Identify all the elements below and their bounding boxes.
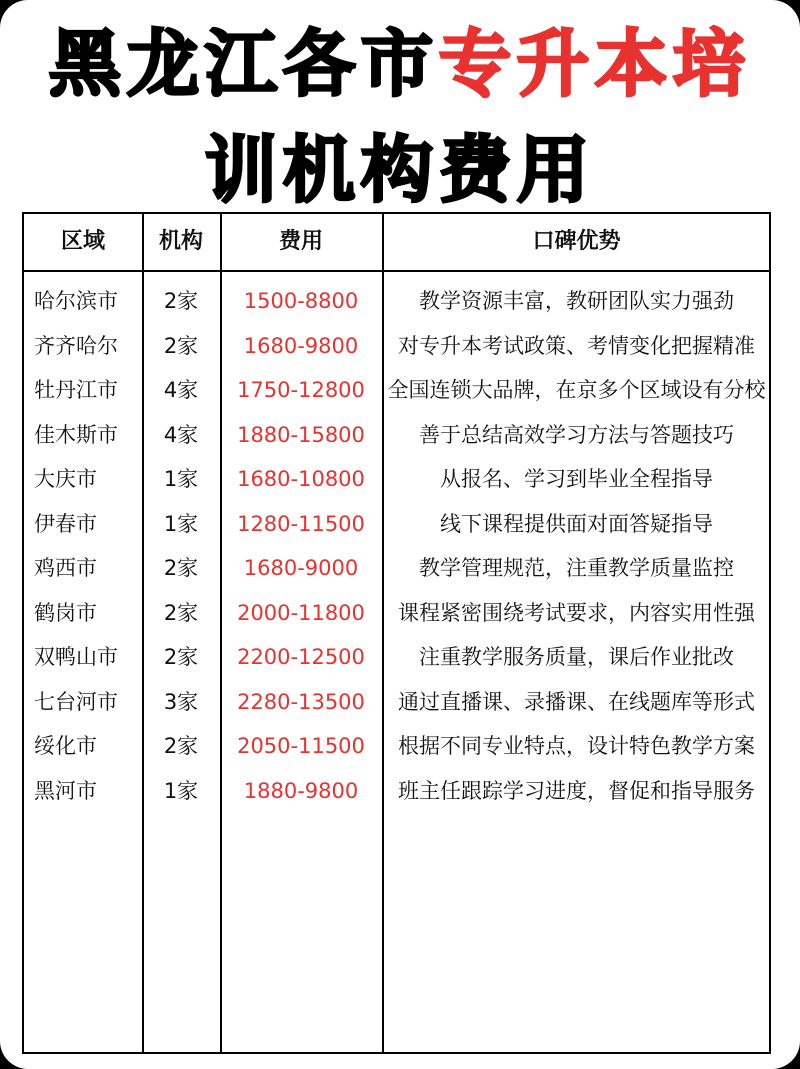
title-red-part: 专升本培 (439, 22, 752, 106)
row-count-cell: 2家 (163, 645, 199, 669)
row-region-cell: 齐齐哈尔 (34, 333, 118, 358)
row-fee-cell: 1500-8800 (243, 289, 359, 313)
row-fee-cell: 2050-11500 (237, 734, 365, 758)
row-fee-cell: 2000-11800 (237, 600, 365, 625)
header-region: 区域 (60, 229, 105, 254)
row-note-cell: 教学管理规范，注重教学质量监控 (419, 556, 734, 580)
row-fee-cell: 2280-13500 (237, 689, 365, 714)
row-fee-cell: 1750-12800 (237, 378, 365, 402)
row-region-cell: 大庆市 (34, 467, 97, 491)
row-region-cell: 牡丹江市 (34, 378, 118, 402)
row-note-cell: 班主任跟踪学习进度，督促和指导服务 (398, 778, 755, 803)
row-note-cell: 教学资源丰富，教研团队实力强劲 (419, 289, 734, 313)
header-divider (24, 270, 769, 272)
row-note-cell: 线下课程提供面对面答疑指导 (440, 511, 713, 536)
row-fee-cell: 1680-10800 (237, 467, 365, 491)
row-region-cell: 绥化市 (34, 734, 97, 758)
row-count-cell: 1家 (163, 778, 199, 803)
row-count-cell: 4家 (163, 422, 199, 447)
row-fee-cell: 1880-15800 (237, 422, 365, 447)
row-note-cell: 注重教学服务质量，课后作业批改 (419, 645, 734, 669)
row-note-cell: 对专升本考试政策、考情变化把握精准 (398, 333, 755, 358)
row-region-cell: 鹤岗市 (34, 600, 97, 625)
row-fee-cell: 1680-9800 (243, 333, 359, 358)
row-region-cell: 黑河市 (34, 778, 97, 803)
row-region-cell: 伊春市 (34, 511, 97, 536)
row-count-cell: 2家 (163, 556, 199, 580)
row-count-cell: 4家 (163, 378, 199, 402)
row-fee-cell: 1280-11500 (237, 511, 365, 536)
row-note-cell: 全国连锁大品牌，在京多个区域设有分校 (387, 378, 766, 402)
header-reputation: 口碑优势 (532, 229, 621, 254)
row-count-cell: 2家 (163, 600, 199, 625)
poster-title-line1 (0, 22, 800, 106)
row-count-cell: 1家 (163, 511, 199, 536)
row-note-cell: 善于总结高效学习方法与答题技巧 (419, 422, 734, 447)
row-region-cell: 双鸭山市 (34, 645, 118, 669)
row-fee-cell: 1880-9800 (243, 778, 359, 803)
row-count-cell: 2家 (163, 734, 199, 758)
row-count-cell: 2家 (163, 289, 199, 313)
row-region-cell: 佳木斯市 (34, 422, 118, 447)
row-count-cell: 2家 (163, 333, 199, 358)
row-region-cell: 鸡西市 (34, 556, 97, 580)
row-note-cell: 通过直播课、录播课、在线题库等形式 (398, 689, 755, 714)
row-fee-cell: 1680-9000 (243, 556, 359, 580)
poster-title-line2: 训机构费用 (204, 128, 595, 212)
header-count: 机构 (158, 229, 203, 254)
row-region-cell: 七台河市 (34, 689, 118, 714)
row-count-cell: 1家 (163, 467, 199, 491)
header-fee: 费用 (278, 229, 323, 254)
row-region-cell: 哈尔滨市 (34, 289, 118, 313)
fee-table (22, 212, 771, 1054)
row-note-cell: 从报名、学习到毕业全程指导 (440, 467, 713, 491)
row-fee-cell: 2200-12500 (237, 645, 365, 669)
title-black-part: 黑龙江各市 (48, 22, 439, 106)
row-note-cell: 课程紧密围绕考试要求，内容实用性强 (398, 600, 755, 625)
row-count-cell: 3家 (163, 689, 199, 714)
row-note-cell: 根据不同专业特点，设计特色教学方案 (398, 734, 755, 758)
